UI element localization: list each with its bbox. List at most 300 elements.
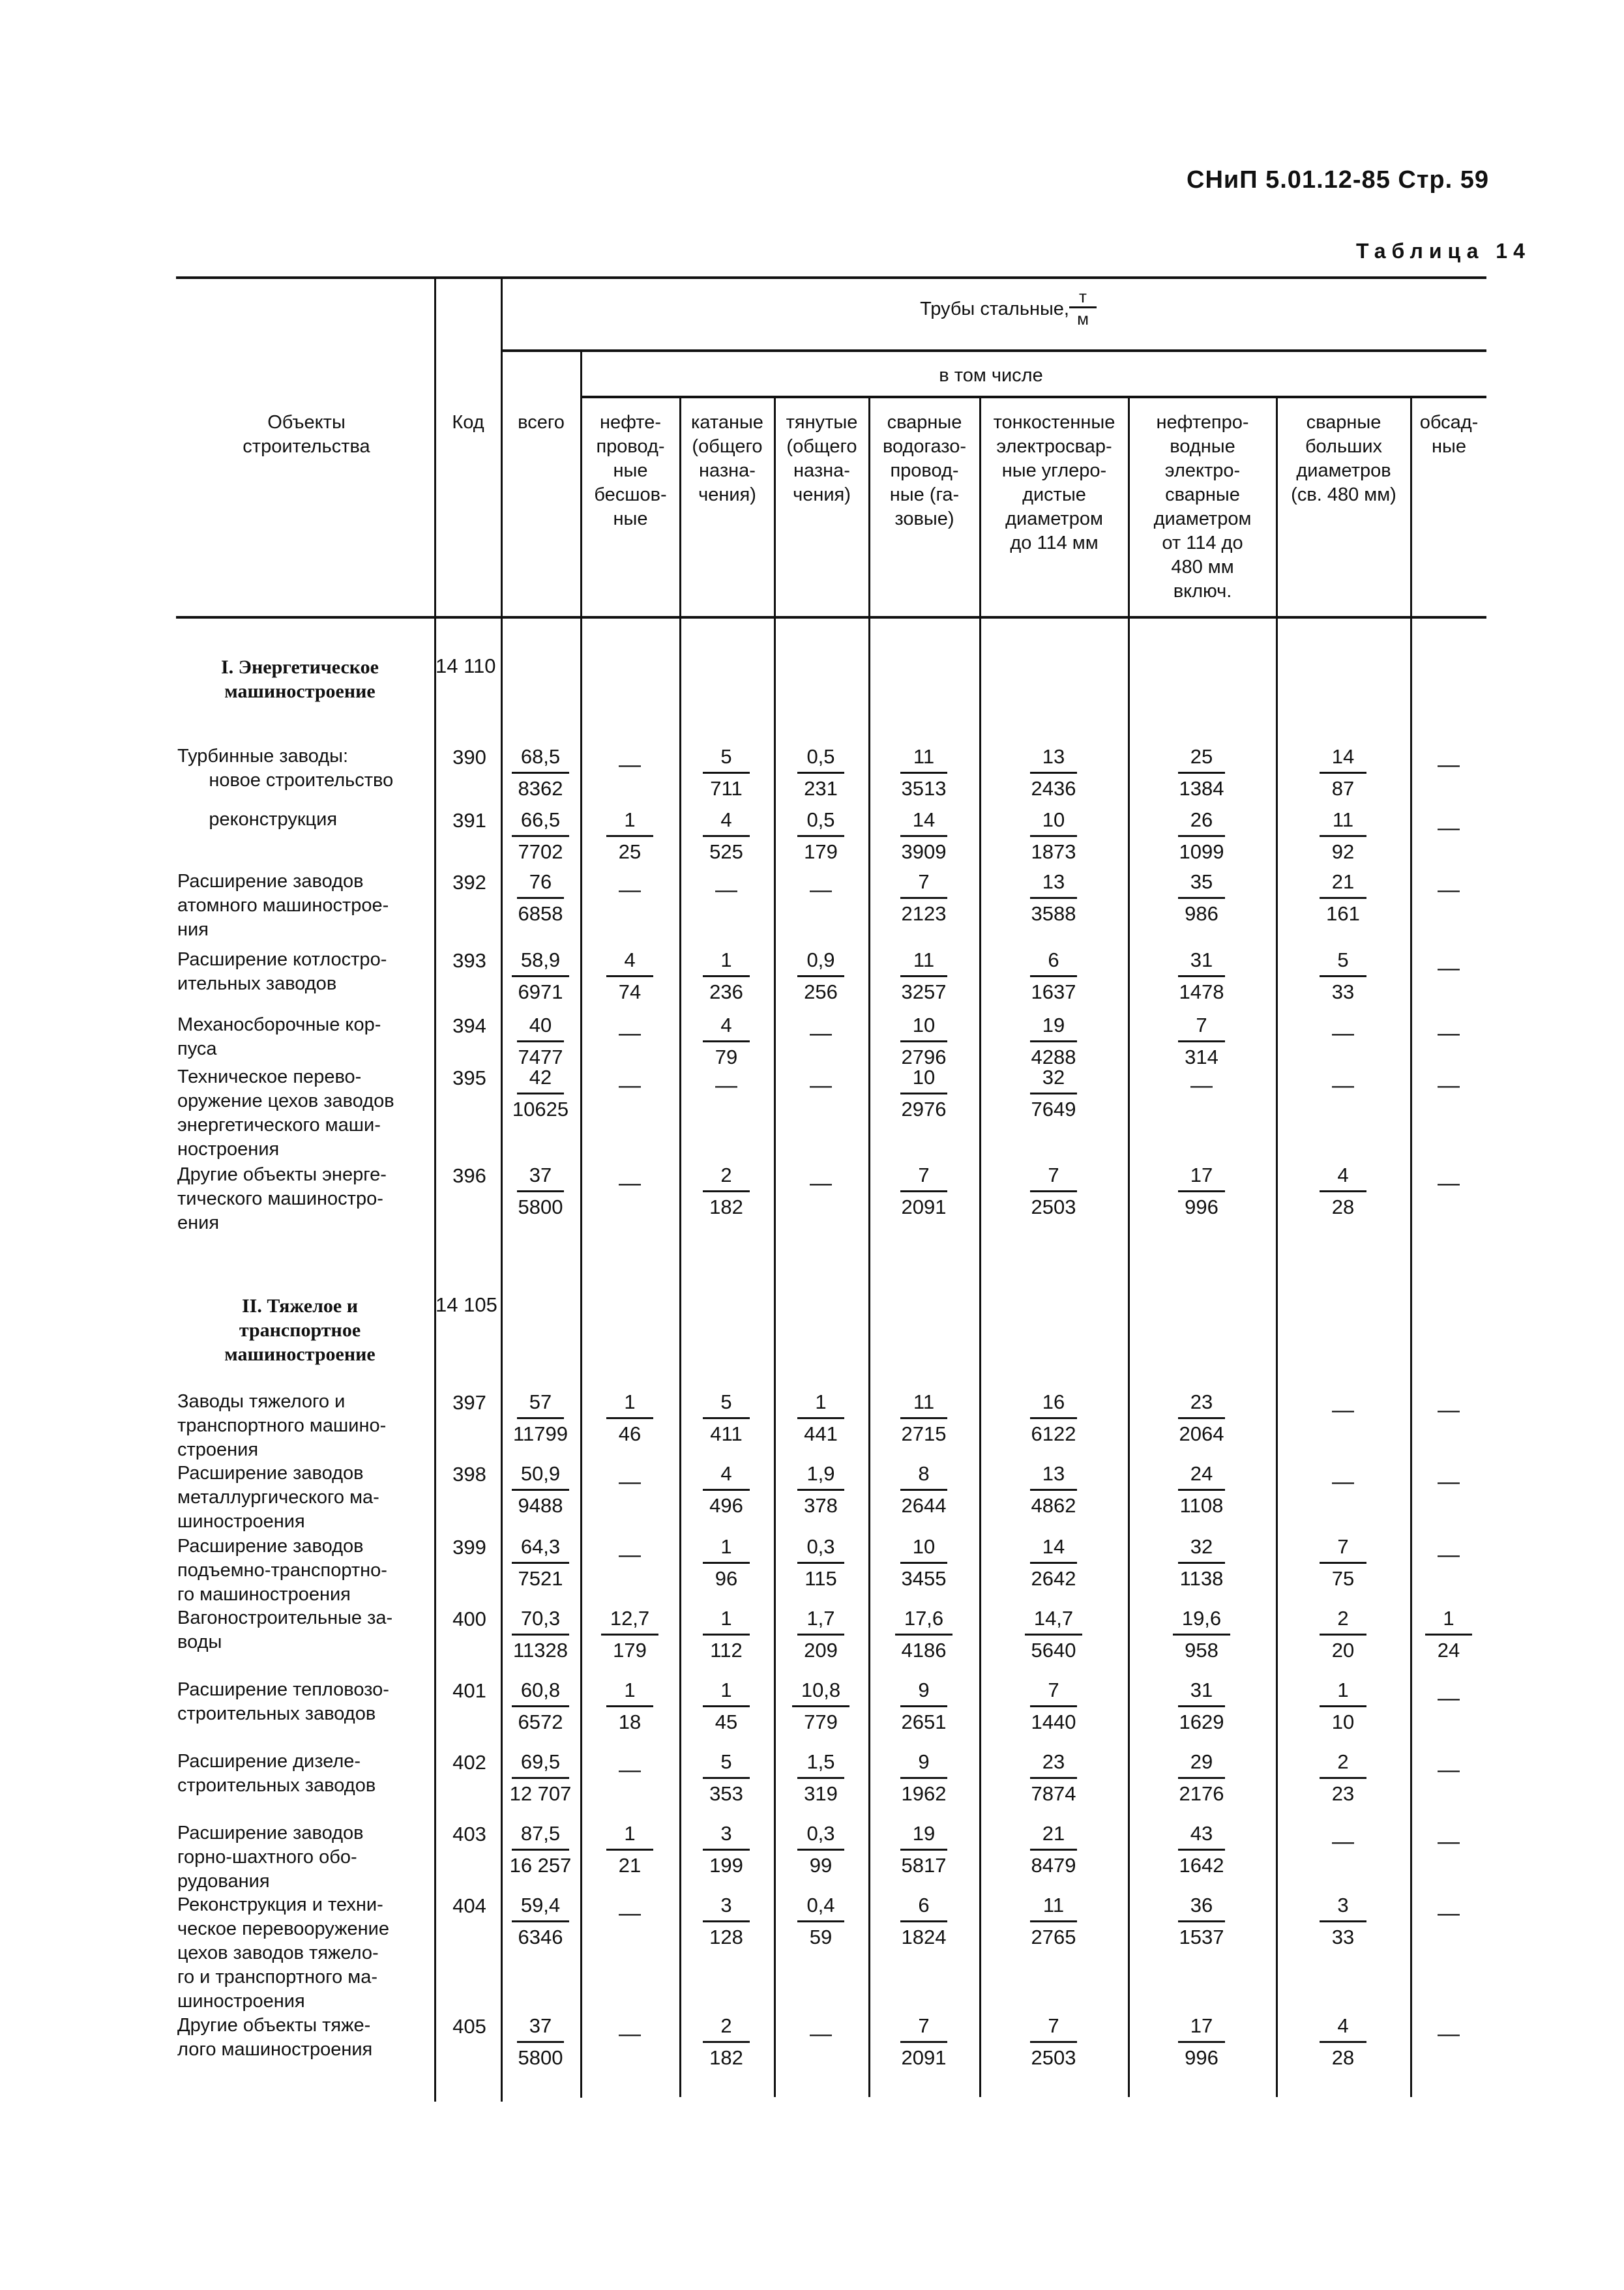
fraction xyxy=(492,1604,589,1666)
fraction-denominator: 525 xyxy=(709,840,743,863)
fraction-denominator: 2651 xyxy=(901,1710,947,1733)
fraction xyxy=(1005,1604,1102,1666)
dash: — xyxy=(619,2021,641,2046)
fraction-denominator: 2976 xyxy=(901,1098,947,1121)
fraction-denominator: 179 xyxy=(804,840,838,863)
fraction xyxy=(1294,1890,1392,1952)
fraction-numerator: 57 xyxy=(517,1387,564,1419)
fraction-numerator: 3 xyxy=(703,1819,750,1851)
dash-cell xyxy=(581,1890,679,1936)
fraction-cell xyxy=(875,805,973,867)
fraction-numerator: 4 xyxy=(703,805,750,837)
fraction-cell xyxy=(492,1532,589,1594)
fraction-cell xyxy=(581,1387,679,1449)
fraction-numerator: 58,9 xyxy=(512,945,569,977)
fraction xyxy=(1294,1747,1392,1809)
fraction xyxy=(875,1063,973,1124)
fraction xyxy=(492,1747,589,1809)
fraction xyxy=(875,867,973,929)
fraction-denominator: 4862 xyxy=(1031,1494,1076,1517)
fraction xyxy=(1005,1675,1102,1737)
fraction xyxy=(1005,1063,1102,1124)
fraction-numerator: 0,3 xyxy=(797,1532,844,1564)
fraction-cell xyxy=(772,1532,870,1594)
fraction-denominator: 11799 xyxy=(513,1422,568,1445)
dash-cell xyxy=(581,1063,679,1108)
fraction xyxy=(772,1819,870,1881)
fraction-denominator: 182 xyxy=(709,1196,743,1218)
fraction-numerator: 70,3 xyxy=(512,1604,569,1636)
dash-cell xyxy=(581,1010,679,1056)
fraction-numerator: 17 xyxy=(1178,2011,1225,2043)
fraction-cell xyxy=(1005,1063,1102,1124)
dash: — xyxy=(1438,1469,1460,1494)
fraction xyxy=(1153,1890,1250,1952)
dash: — xyxy=(619,752,641,777)
fraction-numerator: 24 xyxy=(1178,1459,1225,1491)
fraction-cell xyxy=(677,1387,775,1449)
fraction xyxy=(1005,945,1102,1007)
unit-denominator: м xyxy=(1077,309,1089,329)
fraction-denominator: 3513 xyxy=(901,777,947,800)
fraction-numerator: 2 xyxy=(1320,1747,1366,1779)
fraction-cell xyxy=(677,1747,775,1809)
dash: — xyxy=(619,1542,641,1567)
fraction-cell xyxy=(677,2011,775,2073)
row-code: 391 xyxy=(452,809,486,832)
fraction-numerator: 1 xyxy=(1320,1675,1366,1707)
fraction-denominator: 161 xyxy=(1326,902,1360,925)
fraction-cell xyxy=(1005,1532,1102,1594)
fraction-cell xyxy=(1153,1890,1250,1952)
fraction-numerator: 31 xyxy=(1178,1675,1225,1707)
fraction-cell xyxy=(1153,1747,1250,1809)
fraction xyxy=(1153,1675,1250,1737)
header-bottom-rule xyxy=(176,616,1486,619)
fraction xyxy=(1005,867,1102,929)
fraction-denominator: 5800 xyxy=(518,2046,563,2069)
fraction-numerator: 1 xyxy=(1425,1604,1472,1636)
fraction-numerator: 29 xyxy=(1178,1747,1225,1779)
row-object-label: реконструкция xyxy=(177,809,338,830)
fraction xyxy=(1005,805,1102,867)
fraction xyxy=(1005,1387,1102,1449)
fraction-denominator: 87 xyxy=(1331,777,1355,800)
header-welded-water-gas: сварные водогазо- провод- ные (га- зовые) xyxy=(882,412,967,529)
dash: — xyxy=(619,1171,641,1196)
row-object-label: Расширение тепловозо- строительных заводов xyxy=(177,1679,389,1724)
fraction-cell xyxy=(875,1532,973,1594)
fraction-numerator: 37 xyxy=(517,2011,564,2043)
dash-cell xyxy=(1153,1063,1250,1108)
fraction-cell xyxy=(677,742,775,804)
fraction-denominator: 24 xyxy=(1437,1639,1460,1662)
fraction-cell xyxy=(1005,1890,1102,1952)
fraction xyxy=(492,1675,589,1737)
row-object-label: Расширение дизеле- строительных заводов xyxy=(177,1751,376,1796)
fraction xyxy=(875,1819,973,1881)
dash-cell xyxy=(1400,742,1498,787)
dash-cell xyxy=(1400,1890,1498,1936)
row-object-label: Заводы тяжелого и транспортного машино- строения xyxy=(177,1391,387,1460)
fraction-numerator: 7 xyxy=(1320,1532,1366,1564)
fraction-denominator: 1099 xyxy=(1179,840,1224,863)
fraction-denominator: 1637 xyxy=(1031,980,1076,1003)
fraction xyxy=(677,805,775,867)
dash-cell xyxy=(772,2011,870,2057)
row-code: 390 xyxy=(452,746,486,769)
fraction-cell xyxy=(492,1459,589,1521)
fraction-denominator: 2715 xyxy=(901,1422,947,1445)
fraction-denominator: 18 xyxy=(618,1710,642,1733)
fraction xyxy=(1005,1890,1102,1952)
fraction-numerator: 10 xyxy=(900,1532,947,1564)
fraction-denominator: 378 xyxy=(804,1494,838,1517)
fraction-numerator: 11 xyxy=(900,742,947,774)
dash: — xyxy=(619,1021,641,1046)
fraction xyxy=(492,742,589,804)
row-object-label: Реконструкция и техни- ческое перевооружение цехов заводов тяжело- го и транспортного ма- шиностроения xyxy=(177,1894,389,2012)
page-header: СНиП 5.01.12-85 Стр. 59 xyxy=(1187,166,1490,194)
fraction xyxy=(772,1532,870,1594)
fraction-cell xyxy=(1005,945,1102,1007)
fraction-cell xyxy=(772,1459,870,1521)
fraction xyxy=(772,1387,870,1449)
fraction-numerator: 10 xyxy=(900,1010,947,1042)
row-object-label: Расширение заводов горно-шахтного обо- рудования xyxy=(177,1823,364,1892)
fraction-denominator: 2796 xyxy=(901,1046,947,1068)
row-code: 403 xyxy=(452,1823,486,1845)
fraction-numerator: 11 xyxy=(1320,805,1366,837)
fraction-numerator: 16 xyxy=(1030,1387,1077,1419)
fraction-denominator: 5800 xyxy=(518,1196,563,1218)
fraction-denominator: 2436 xyxy=(1031,777,1076,800)
fraction-denominator: 10 xyxy=(1331,1710,1355,1733)
fraction xyxy=(875,1459,973,1521)
dash-cell xyxy=(1400,945,1498,991)
fraction xyxy=(1153,867,1250,929)
fraction xyxy=(1153,1459,1250,1521)
fraction-cell xyxy=(875,1675,973,1737)
fraction xyxy=(1294,1532,1392,1594)
fraction xyxy=(1005,1160,1102,1222)
fraction-numerator: 19 xyxy=(900,1819,947,1851)
dash-cell xyxy=(772,1160,870,1206)
fraction-numerator: 1 xyxy=(797,1387,844,1419)
fraction-denominator: 2644 xyxy=(901,1494,947,1517)
row-object-label: Расширение заводов атомного машинострое- ния xyxy=(177,871,389,940)
fraction-denominator: 256 xyxy=(804,980,838,1003)
fraction-numerator: 26 xyxy=(1178,805,1225,837)
fraction-numerator: 13 xyxy=(1030,742,1077,774)
header-casing: обсад- ные xyxy=(1419,412,1479,457)
fraction-numerator: 25 xyxy=(1178,742,1225,774)
fraction-denominator: 1629 xyxy=(1179,1710,1224,1733)
fraction-denominator: 996 xyxy=(1185,2046,1218,2069)
fraction-cell xyxy=(772,1747,870,1809)
row-object-label: Другие объекты тяже- лого машиностроения xyxy=(177,2015,373,2060)
fraction-numerator: 1 xyxy=(703,1532,750,1564)
fraction-cell xyxy=(1005,1675,1102,1737)
fraction-cell xyxy=(677,1160,775,1222)
dash: — xyxy=(619,1757,641,1782)
dash: — xyxy=(619,1073,641,1098)
fraction xyxy=(492,805,589,867)
unit-fraction xyxy=(1069,287,1097,329)
fraction-numerator: 7 xyxy=(900,867,947,899)
fraction-cell xyxy=(1153,1160,1250,1222)
fraction-cell xyxy=(772,1675,870,1737)
dash-cell xyxy=(1400,867,1498,913)
fraction-numerator: 6 xyxy=(1030,945,1077,977)
dash: — xyxy=(1438,752,1460,777)
fraction xyxy=(1153,742,1250,804)
fraction-numerator: 21 xyxy=(1030,1819,1077,1851)
fraction-numerator: 1 xyxy=(703,945,750,977)
dash-cell xyxy=(1400,1819,1498,1864)
fraction-numerator: 0,5 xyxy=(797,805,844,837)
fraction xyxy=(1294,1675,1392,1737)
fraction-numerator: 14 xyxy=(1030,1532,1077,1564)
fraction xyxy=(772,1675,870,1737)
fraction xyxy=(581,1819,679,1881)
fraction-denominator: 25 xyxy=(618,840,642,863)
fraction-denominator: 9488 xyxy=(518,1494,563,1517)
row-object-label: Турбинные заводы: новое строительство xyxy=(177,746,394,791)
fraction-cell xyxy=(1153,2011,1250,2073)
fraction-cell xyxy=(1153,1604,1250,1666)
dash-cell xyxy=(1400,1459,1498,1505)
fraction-cell xyxy=(1153,867,1250,929)
fraction-numerator: 3 xyxy=(1320,1890,1366,1922)
fraction xyxy=(1294,1604,1392,1666)
fraction xyxy=(492,1819,589,1881)
fraction-numerator: 1 xyxy=(606,1387,653,1419)
fraction xyxy=(1005,1532,1102,1594)
subcol-rule xyxy=(979,396,981,2097)
fraction-cell xyxy=(772,945,870,1007)
fraction-numerator: 3 xyxy=(703,1890,750,1922)
fraction-cell xyxy=(677,945,775,1007)
fraction-denominator: 2091 xyxy=(901,1196,947,1218)
fraction-cell xyxy=(1005,1160,1102,1222)
fraction-denominator: 958 xyxy=(1185,1639,1218,1662)
fraction xyxy=(772,1890,870,1952)
fraction-denominator: 28 xyxy=(1331,2046,1355,2069)
dash-cell xyxy=(581,742,679,787)
fraction-cell xyxy=(492,2011,589,2073)
fraction xyxy=(1294,742,1392,804)
fraction-denominator: 319 xyxy=(804,1782,838,1805)
fraction-cell xyxy=(875,1819,973,1881)
fraction-numerator: 13 xyxy=(1030,1459,1077,1491)
fraction-numerator: 7 xyxy=(1030,2011,1077,2043)
fraction-numerator: 13 xyxy=(1030,867,1077,899)
row-code: 396 xyxy=(452,1164,486,1187)
fraction-denominator: 75 xyxy=(1331,1567,1355,1590)
fraction-numerator: 11 xyxy=(900,945,947,977)
row-code: 394 xyxy=(452,1014,486,1037)
fraction-cell xyxy=(1400,1604,1498,1666)
dash: — xyxy=(619,1901,641,1926)
dash-cell xyxy=(677,1063,775,1108)
fraction-cell xyxy=(492,805,589,867)
fraction-denominator: 179 xyxy=(613,1639,647,1662)
fraction-cell xyxy=(492,1604,589,1666)
fraction-denominator: 2176 xyxy=(1179,1782,1224,1805)
fraction xyxy=(875,2011,973,2073)
fraction-cell xyxy=(1294,1675,1392,1737)
section-title: II. Тяжелое и транспортное машиностроение xyxy=(224,1295,376,1365)
fraction xyxy=(677,742,775,804)
fraction-denominator: 96 xyxy=(715,1567,738,1590)
fraction-denominator: 5817 xyxy=(901,1854,947,1877)
fraction-denominator: 1108 xyxy=(1179,1494,1224,1517)
fraction xyxy=(875,742,973,804)
dash: — xyxy=(810,2021,832,2046)
fraction-numerator: 23 xyxy=(1178,1387,1225,1419)
fraction xyxy=(1294,1160,1392,1222)
row-code: 401 xyxy=(452,1679,486,1702)
dash-cell xyxy=(772,1010,870,1056)
fraction xyxy=(581,1387,679,1449)
fraction-denominator: 441 xyxy=(804,1422,838,1445)
row-code: 397 xyxy=(452,1391,486,1414)
fraction-cell xyxy=(581,1604,679,1666)
fraction-numerator: 43 xyxy=(1178,1819,1225,1851)
dash: — xyxy=(1438,1686,1460,1710)
fraction-denominator: 6572 xyxy=(518,1710,563,1733)
fraction xyxy=(1005,2011,1102,2073)
fraction xyxy=(772,1604,870,1666)
fraction xyxy=(1005,742,1102,804)
fraction-numerator: 32 xyxy=(1178,1532,1225,1564)
fraction-denominator: 3909 xyxy=(901,840,947,863)
fraction xyxy=(492,1532,589,1594)
fraction-numerator: 31 xyxy=(1178,945,1225,977)
fraction-numerator: 0,4 xyxy=(797,1890,844,1922)
fraction-denominator: 12 707 xyxy=(509,1782,572,1805)
fraction-numerator: 10 xyxy=(900,1063,947,1094)
fraction-denominator: 28 xyxy=(1331,1196,1355,1218)
fraction-numerator: 2 xyxy=(703,2011,750,2043)
fraction-numerator: 17,6 xyxy=(895,1604,952,1636)
fraction-numerator: 14 xyxy=(1320,742,1366,774)
fraction-cell xyxy=(875,1160,973,1222)
dash: — xyxy=(1438,1171,1460,1196)
fraction xyxy=(1294,945,1392,1007)
fraction-denominator: 46 xyxy=(618,1422,642,1445)
fraction-cell xyxy=(677,1819,775,1881)
fraction-numerator: 19,6 xyxy=(1173,1604,1230,1636)
row-code: 405 xyxy=(452,2015,486,2038)
fraction-denominator: 711 xyxy=(710,777,743,800)
row-code: 393 xyxy=(452,949,486,972)
dash: — xyxy=(1438,877,1460,902)
table-top-rule xyxy=(176,276,1486,279)
dash: — xyxy=(1438,1901,1460,1926)
section-title: I. Энергетическое машиностроение xyxy=(221,656,379,702)
fraction-cell xyxy=(581,1819,679,1881)
fraction xyxy=(1005,1747,1102,1809)
dash: — xyxy=(1190,1073,1213,1098)
fraction-denominator: 4288 xyxy=(1031,1046,1076,1068)
fraction-denominator: 199 xyxy=(709,1854,743,1877)
dash-cell xyxy=(1400,805,1498,851)
fraction-cell xyxy=(1294,1890,1392,1952)
fraction-cell xyxy=(875,1747,973,1809)
dash: — xyxy=(619,877,641,902)
fraction-numerator: 8 xyxy=(900,1459,947,1491)
fraction-numerator: 14 xyxy=(900,805,947,837)
fraction xyxy=(772,1459,870,1521)
fraction xyxy=(492,1890,589,1952)
fraction-denominator: 1962 xyxy=(901,1782,947,1805)
header-thin-wall: тонкостенные электросвар- ные углеро- дистые диаметром до 114 мм xyxy=(993,412,1115,553)
row-code: 392 xyxy=(452,871,486,894)
fraction-denominator: 779 xyxy=(804,1710,838,1733)
header-drawn: тянутые (общего назна- чения) xyxy=(786,412,858,505)
fraction-cell xyxy=(1005,1459,1102,1521)
fraction xyxy=(1153,2011,1250,2073)
fraction-cell xyxy=(772,742,870,804)
fraction-denominator: 1138 xyxy=(1179,1567,1224,1590)
header-subgroup: в том числе xyxy=(939,365,1043,386)
fraction xyxy=(581,1604,679,1666)
fraction-numerator: 60,8 xyxy=(512,1675,569,1707)
fraction-numerator: 11 xyxy=(900,1387,947,1419)
dash: — xyxy=(1438,1021,1460,1046)
fraction-denominator: 20 xyxy=(1331,1639,1355,1662)
fraction-cell xyxy=(1294,805,1392,867)
fraction-denominator: 353 xyxy=(709,1782,743,1805)
fraction-denominator: 209 xyxy=(804,1639,838,1662)
fraction-cell xyxy=(677,1675,775,1737)
fraction xyxy=(677,1747,775,1809)
fraction-denominator: 21 xyxy=(618,1854,642,1877)
fraction xyxy=(677,945,775,1007)
dash-cell xyxy=(581,867,679,913)
fraction xyxy=(875,1890,973,1952)
fraction-denominator: 7702 xyxy=(518,840,563,863)
dash: — xyxy=(1332,1398,1354,1422)
fraction-cell xyxy=(492,742,589,804)
fraction-denominator: 411 xyxy=(710,1422,743,1445)
section-code: 14 105 xyxy=(436,1293,497,1316)
fraction-numerator: 64,3 xyxy=(512,1532,569,1564)
fraction-denominator: 128 xyxy=(709,1926,743,1948)
fraction-cell xyxy=(581,805,679,867)
dash: — xyxy=(619,1469,641,1494)
fraction xyxy=(1153,1747,1250,1809)
fraction-cell xyxy=(677,1604,775,1666)
dash: — xyxy=(1438,815,1460,840)
dash-cell xyxy=(1294,1459,1392,1505)
fraction-cell xyxy=(492,1675,589,1737)
fraction-cell xyxy=(677,1890,775,1952)
fraction-numerator: 7 xyxy=(1178,1010,1225,1042)
fraction xyxy=(1400,1604,1498,1666)
dash: — xyxy=(1438,1073,1460,1098)
subgroup-rule xyxy=(580,396,1486,398)
fraction-numerator: 6 xyxy=(900,1890,947,1922)
fraction-numerator: 4 xyxy=(1320,1160,1366,1192)
fraction-cell xyxy=(492,1063,589,1124)
fraction xyxy=(492,1063,589,1124)
fraction-cell xyxy=(1005,1819,1102,1881)
dash-cell xyxy=(677,867,775,913)
fraction-numerator: 35 xyxy=(1178,867,1225,899)
